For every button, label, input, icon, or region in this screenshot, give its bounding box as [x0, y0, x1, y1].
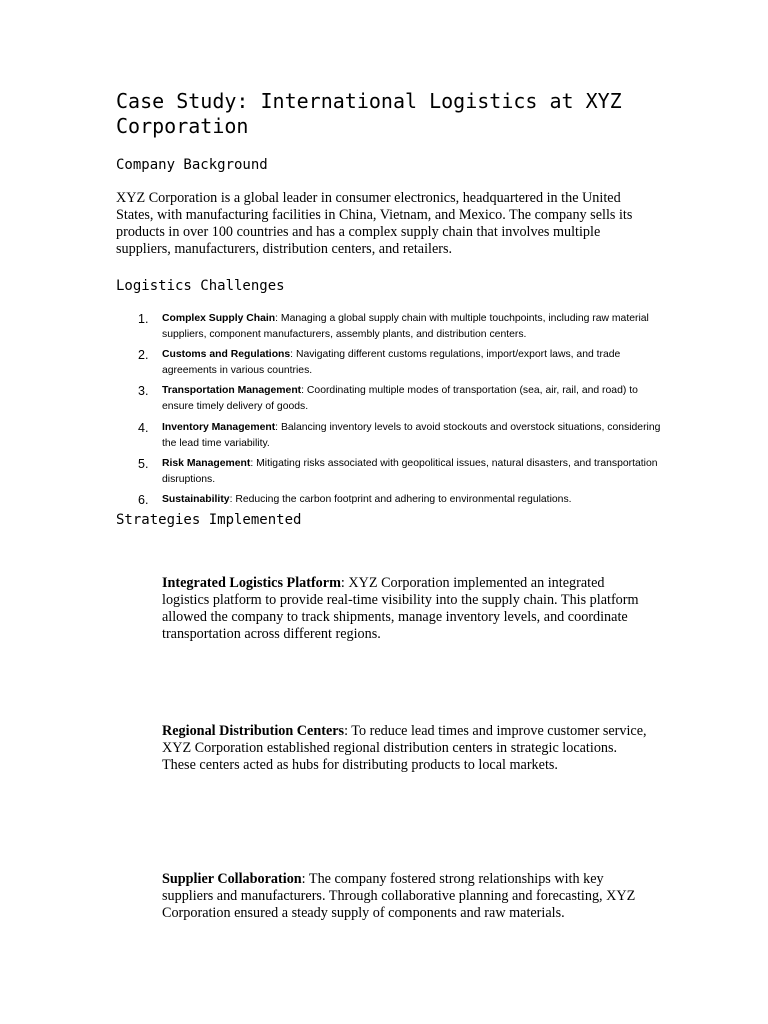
- logistics-challenges-heading: Logistics Challenges: [116, 278, 285, 294]
- company-background-paragraph: XYZ Corporation is a global leader in consumer electronics, headquartered in the United States, with manufacturing facilities in China, Vietnam, and Mexico. The company sells its products in over 100 countries and has a complex supply chain that involves multiple suppliers, manufacturers, distribution centers, and retailers.: [116, 190, 633, 257]
- strategy-term: Supplier Collaboration: [162, 871, 302, 887]
- challenge-description: : Coordinating multiple modes of transportation (sea, air, rail, and road) to ensure timely delivery of goods.: [162, 385, 638, 413]
- strategy-term: Regional Distribution Centers: [162, 723, 345, 739]
- list-number: 5.: [138, 456, 149, 471]
- strategy-paragraph: [162, 575, 650, 643]
- challenge-item: [116, 383, 661, 415]
- strategy-term: Integrated Logistics Platform: [162, 575, 341, 591]
- challenge-item: [116, 456, 661, 488]
- challenge-term: Risk Management: [162, 457, 251, 469]
- challenge-term: Customs and Regulations: [162, 349, 291, 361]
- challenge-term: Sustainability: [162, 493, 230, 505]
- strategy-description: : XYZ Corporation implemented an integrated logistics platform to provide real-time visibility into the supply chain. This platform allowed the company to track shipments, manage inventory levels, and coordinate transportation across different regions.: [162, 575, 639, 642]
- list-number: 3.: [138, 384, 149, 399]
- challenge-term: Inventory Management: [162, 421, 276, 433]
- challenge-item: [116, 311, 661, 343]
- challenge-description: : Navigating different customs regulations, import/export laws, and trade agreements in various countries.: [162, 349, 621, 377]
- challenge-description: : Managing a global supply chain with multiple touchpoints, including raw material suppliers, component manufacturers, assembly plants, and distribution centers.: [162, 313, 649, 340]
- strategy-description: : The company fostered strong relationships with key suppliers and manufacturers. Through collaborative planning and forecasting, XYZ Corporation ensured a steady supply of components and raw materials.: [162, 871, 636, 921]
- challenge-term: Complex Supply Chain: [162, 313, 276, 324]
- page-title: Case Study: International Logistics at XYZ Corporation: [116, 89, 622, 138]
- list-number: 6.: [138, 492, 149, 507]
- list-number: 1.: [138, 312, 149, 326]
- strategy-paragraph: [162, 871, 650, 922]
- list-number: 4.: [138, 420, 149, 435]
- strategies-implemented-heading: Strategies Implemented: [116, 512, 302, 528]
- challenge-item: [116, 347, 661, 379]
- challenge-item: [116, 492, 661, 508]
- challenges-list: [116, 311, 661, 512]
- challenge-description: : Balancing inventory levels to avoid stockouts and overstock situations, considering the lead time variability.: [162, 421, 661, 449]
- list-number: 2.: [138, 348, 149, 363]
- challenge-term: Transportation Management: [162, 385, 302, 397]
- challenge-description: : Mitigating risks associated with geopolitical issues, natural disasters, and transportation disruptions.: [162, 457, 658, 485]
- strategy-paragraph: [162, 723, 650, 774]
- challenge-description: : Reducing the carbon footprint and adhering to environmental regulations.: [229, 493, 572, 505]
- challenge-item: [116, 420, 661, 452]
- strategy-description: : To reduce lead times and improve customer service, XYZ Corporation established regional distribution centers in strategic locations. These centers acted as hubs for distributing products to local markets.: [162, 723, 647, 773]
- company-background-heading: Company Background: [116, 157, 268, 173]
